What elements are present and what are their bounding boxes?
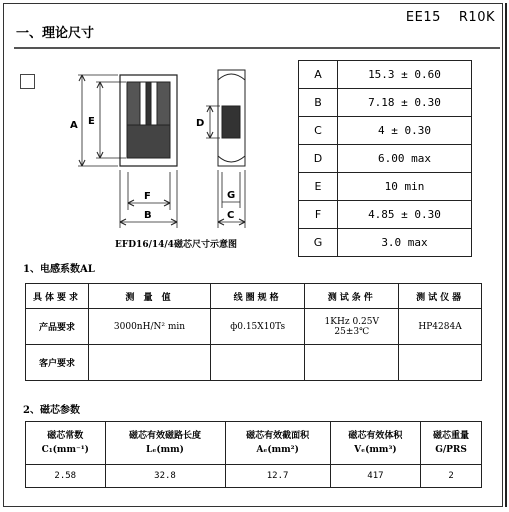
header-unit: Vₑ(mm³) (354, 445, 397, 455)
label-b: B (144, 210, 152, 221)
core-parameter-table (25, 421, 482, 488)
header-cell: 测试仪器 (399, 284, 482, 309)
inductance-table (25, 283, 482, 381)
empty-cell (89, 345, 211, 381)
dimension-row (299, 61, 472, 89)
header-line: 磁芯重量 (433, 431, 470, 441)
dimension-row (299, 173, 472, 201)
value-cell: 417 (330, 465, 420, 488)
test-condition (305, 309, 399, 345)
label-c: C (227, 210, 235, 221)
part-header (406, 10, 495, 25)
al-section-title: 1、电感系数AL (23, 264, 95, 275)
dimension-table (298, 60, 472, 257)
dim-key: B (299, 89, 338, 117)
value-cell: 2 (421, 465, 482, 488)
dimension-row (299, 89, 472, 117)
header-line: 磁芯有效磁路长度 (128, 431, 201, 441)
header-line: 磁芯有效体积 (348, 431, 403, 441)
dim-value: 6.00 max (338, 145, 472, 173)
dim-value: 15.3 ± 0.60 (338, 61, 472, 89)
header-cell (330, 422, 420, 465)
page-frame-edge (505, 3, 507, 507)
header-cell (225, 422, 330, 465)
row-label: 产品要求 (26, 309, 89, 345)
material-code: R10K (458, 10, 495, 25)
row-label: 客户要求 (26, 345, 89, 381)
header-line: 磁芯有效截面积 (246, 431, 310, 441)
dim-value: 4.85 ± 0.30 (338, 201, 472, 229)
dim-key: F (299, 201, 338, 229)
header-cell (105, 422, 225, 465)
header-cell: 具体要求 (26, 284, 89, 309)
dim-key: E (299, 173, 338, 201)
section-divider (14, 47, 500, 49)
dim-key: A (299, 61, 338, 89)
header-unit: G/PRS (435, 445, 467, 455)
value-cell: 12.7 (225, 465, 330, 488)
dimension-row (299, 145, 472, 173)
core-dimension-drawing (60, 60, 250, 235)
test-condition-line1: 1KHz 0.25V (324, 316, 379, 327)
header-cell (421, 422, 482, 465)
dim-key: G (299, 229, 338, 257)
header-unit: Aₑ(mm²) (256, 445, 299, 455)
value-cell: 32.8 (105, 465, 225, 488)
dimension-row (299, 201, 472, 229)
dim-value: 4 ± 0.30 (338, 117, 472, 145)
product-row (26, 309, 482, 345)
label-d: D (196, 118, 205, 129)
label-g: G (227, 190, 236, 201)
table-header-row (26, 284, 482, 309)
empty-cell (305, 345, 399, 381)
measured-value: 3000nH/N² min (89, 309, 211, 345)
test-condition-line2: 25±3℃ (334, 326, 370, 337)
header-line: 磁芯常数 (47, 431, 84, 441)
label-a: A (70, 120, 78, 131)
empty-cell (399, 345, 482, 381)
core-section-title: 2、磁芯参数 (23, 405, 80, 416)
dim-value: 3.0 max (338, 229, 472, 257)
drawing-caption: EFD16/14/4磁芯尺寸示意图 (115, 240, 237, 250)
empty-cell (210, 345, 305, 381)
header-cell (26, 422, 106, 465)
label-f: F (144, 191, 151, 202)
dimension-row (299, 117, 472, 145)
coil-spec: ф0.15X10Ts (210, 309, 305, 345)
test-instrument: HP4284A (399, 309, 482, 345)
checkbox[interactable] (20, 74, 35, 89)
header-unit: Lₑ(mm) (146, 445, 184, 455)
value-cell: 2.58 (26, 465, 106, 488)
model-code: EE15 (405, 10, 441, 25)
label-e: E (88, 116, 95, 127)
dim-key: C (299, 117, 338, 145)
header-cell: 测 量 值 (89, 284, 211, 309)
value-row (26, 465, 482, 488)
table-header-row (26, 422, 482, 465)
dimension-row (299, 229, 472, 257)
header-unit: C₁(mm⁻¹) (41, 445, 89, 455)
dim-value: 10 min (338, 173, 472, 201)
dim-key: D (299, 145, 338, 173)
header-cell: 线圈规格 (210, 284, 305, 309)
dim-value: 7.18 ± 0.30 (338, 89, 472, 117)
header-cell: 测试条件 (305, 284, 399, 309)
customer-row (26, 345, 482, 381)
section-title: 一、理论尺寸 (16, 26, 95, 41)
